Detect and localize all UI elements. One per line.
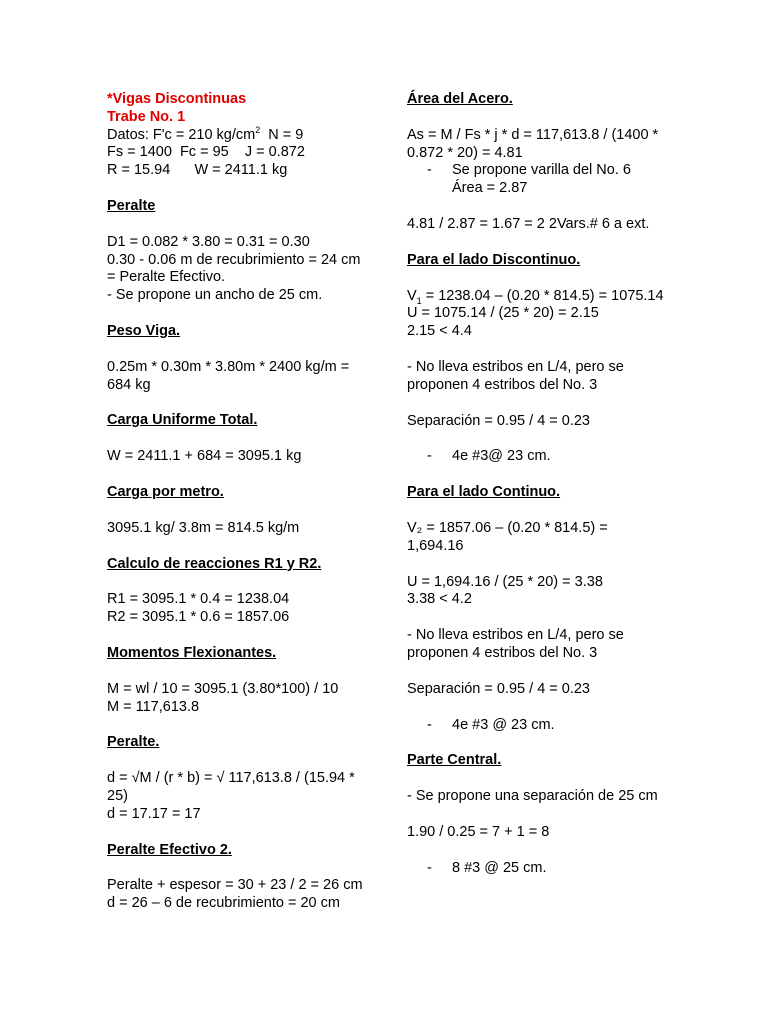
continuo-heading: Para el lado Continuo. bbox=[407, 484, 561, 501]
estribo-bullet-3 bbox=[407, 860, 665, 878]
v1-line bbox=[407, 288, 665, 306]
r-line: R = 15.94 W = 2411.1 kg bbox=[107, 162, 288, 179]
carga-total-heading: Carga Uniforme Total. bbox=[107, 412, 258, 429]
peralte-espesor-line: Peralte + espesor = 30 + 23 / 2 = 26 cm bbox=[107, 877, 363, 894]
beam-subtitle: Trabe No. 1 bbox=[107, 108, 186, 125]
central-separacion-line: - Se propone una separación de 25 cm bbox=[407, 788, 658, 805]
u1-line: U = 1075.14 / (25 * 20) = 2.15 bbox=[407, 305, 599, 322]
v1-symbol: V bbox=[407, 287, 417, 304]
reacciones-heading: Calculo de reacciones R1 y R2. bbox=[107, 555, 322, 572]
carga-total-line: W = 2411.1 + 684 = 3095.1 kg bbox=[107, 448, 302, 465]
peso-viga-line: 0.25m * 0.30m * 3.80m * 2400 kg/m = 684 kg bbox=[107, 358, 350, 393]
estribo-3-text: 8 #3 @ 25 cm. bbox=[452, 859, 547, 876]
estribo-2-text: 4e #3 @ 23 cm. bbox=[452, 716, 555, 733]
peralte-2-heading: Peralte. bbox=[107, 734, 160, 751]
peralte-heading: Peralte bbox=[107, 197, 156, 214]
estribo-1-text: 4e #3@ 23 cm. bbox=[452, 448, 551, 465]
peralte-d1-line: D1 = 0.082 * 3.80 = 0.31 = 0.30 bbox=[107, 233, 310, 250]
datos-text: Datos: F'c = 210 kg/cm bbox=[107, 126, 256, 143]
bullet-dash: - bbox=[427, 859, 432, 876]
fs-line: Fs = 1400 Fc = 95 J = 0.872 bbox=[107, 144, 305, 161]
d-recubrimiento-line: d = 26 – 6 de recubrimiento = 20 cm bbox=[107, 895, 340, 912]
datos-superscript: 2 bbox=[255, 124, 261, 135]
momentos-heading: Momentos Flexionantes. bbox=[107, 644, 277, 661]
u2-line: U = 1,694.16 / (25 * 20) = 3.38 bbox=[407, 573, 603, 590]
right-column bbox=[407, 91, 665, 878]
r1-line: R1 = 3095.1 * 0.4 = 1238.04 bbox=[107, 591, 290, 608]
bullet-dash: - bbox=[427, 448, 432, 465]
varilla-bullet bbox=[407, 162, 665, 198]
momento-line-2: M = 117,613.8 bbox=[107, 698, 200, 715]
d-line-1: d = √M / (r * b) = √ 117,613.8 / (15.94 * 25) bbox=[107, 770, 355, 804]
carga-metro-line: 3095.1 kg/ 3.8m = 814.5 kg/m bbox=[107, 519, 300, 536]
peralte-ancho-line: - Se propone un ancho de 25 cm. bbox=[107, 287, 323, 304]
u2-compare: 3.38 < 4.2 bbox=[407, 591, 472, 608]
datos-n-text: N = 9 bbox=[260, 126, 304, 143]
u1-compare: 2.15 < 4.4 bbox=[407, 323, 472, 340]
momento-line-1: M = wl / 10 = 3095.1 (3.80*100) / 10 bbox=[107, 680, 339, 697]
estribos-1-line: - No lleva estribos en L/4, pero se proponen 4 estribos del No. 3 bbox=[407, 358, 624, 393]
parte-central-heading: Parte Central. bbox=[407, 752, 502, 769]
estribo-bullet-2 bbox=[407, 717, 665, 735]
vars-line: 4.81 / 2.87 = 1.67 = 2 2Vars.# 6 a ext. bbox=[407, 215, 650, 232]
datos-line bbox=[107, 124, 365, 145]
bullet-dash: - bbox=[427, 716, 432, 733]
v2-line: V₂ = 1857.06 – (0.20 * 814.5) = 1,694.16 bbox=[407, 519, 608, 554]
peso-viga-heading: Peso Viga. bbox=[107, 322, 181, 339]
v1-subscript: 1 bbox=[416, 295, 422, 306]
r2-line: R2 = 3095.1 * 0.6 = 1857.06 bbox=[107, 609, 290, 626]
left-column bbox=[107, 91, 365, 913]
separacion-2-line: Separación = 0.95 / 4 = 0.23 bbox=[407, 680, 590, 697]
peralte-recubrimiento-line: 0.30 - 0.06 m de recubrimiento = 24 cm = Peralte Efectivo. bbox=[107, 251, 361, 286]
discontinuo-heading: Para el lado Discontinuo. bbox=[407, 251, 581, 268]
carga-metro-heading: Carga por metro. bbox=[107, 483, 224, 500]
bullet-dash: - bbox=[427, 162, 432, 179]
varilla-text: Se propone varilla del No. 6 Área = 2.87 bbox=[452, 162, 631, 197]
central-calc-line: 1.90 / 0.25 = 7 + 1 = 8 bbox=[407, 823, 550, 840]
area-acero-heading: Área del Acero. bbox=[407, 91, 513, 107]
as-line: As = M / Fs * j * d = 117,613.8 / (1400 * 0.872 * 20) = 4.81 bbox=[407, 126, 659, 161]
peralte-efectivo-heading: Peralte Efectivo 2. bbox=[107, 841, 232, 858]
estribo-bullet-1 bbox=[407, 448, 665, 466]
section-title: *Vigas Discontinuas bbox=[107, 91, 247, 107]
estribos-2-line: - No lleva estribos en L/4, pero se proponen 4 estribos del No. 3 bbox=[407, 627, 624, 661]
v1-text: = 1238.04 – (0.20 * 814.5) = 1075.14 bbox=[421, 287, 664, 304]
separacion-1-line: Separación = 0.95 / 4 = 0.23 bbox=[407, 412, 590, 429]
d-line-2: d = 17.17 = 17 bbox=[107, 805, 201, 822]
